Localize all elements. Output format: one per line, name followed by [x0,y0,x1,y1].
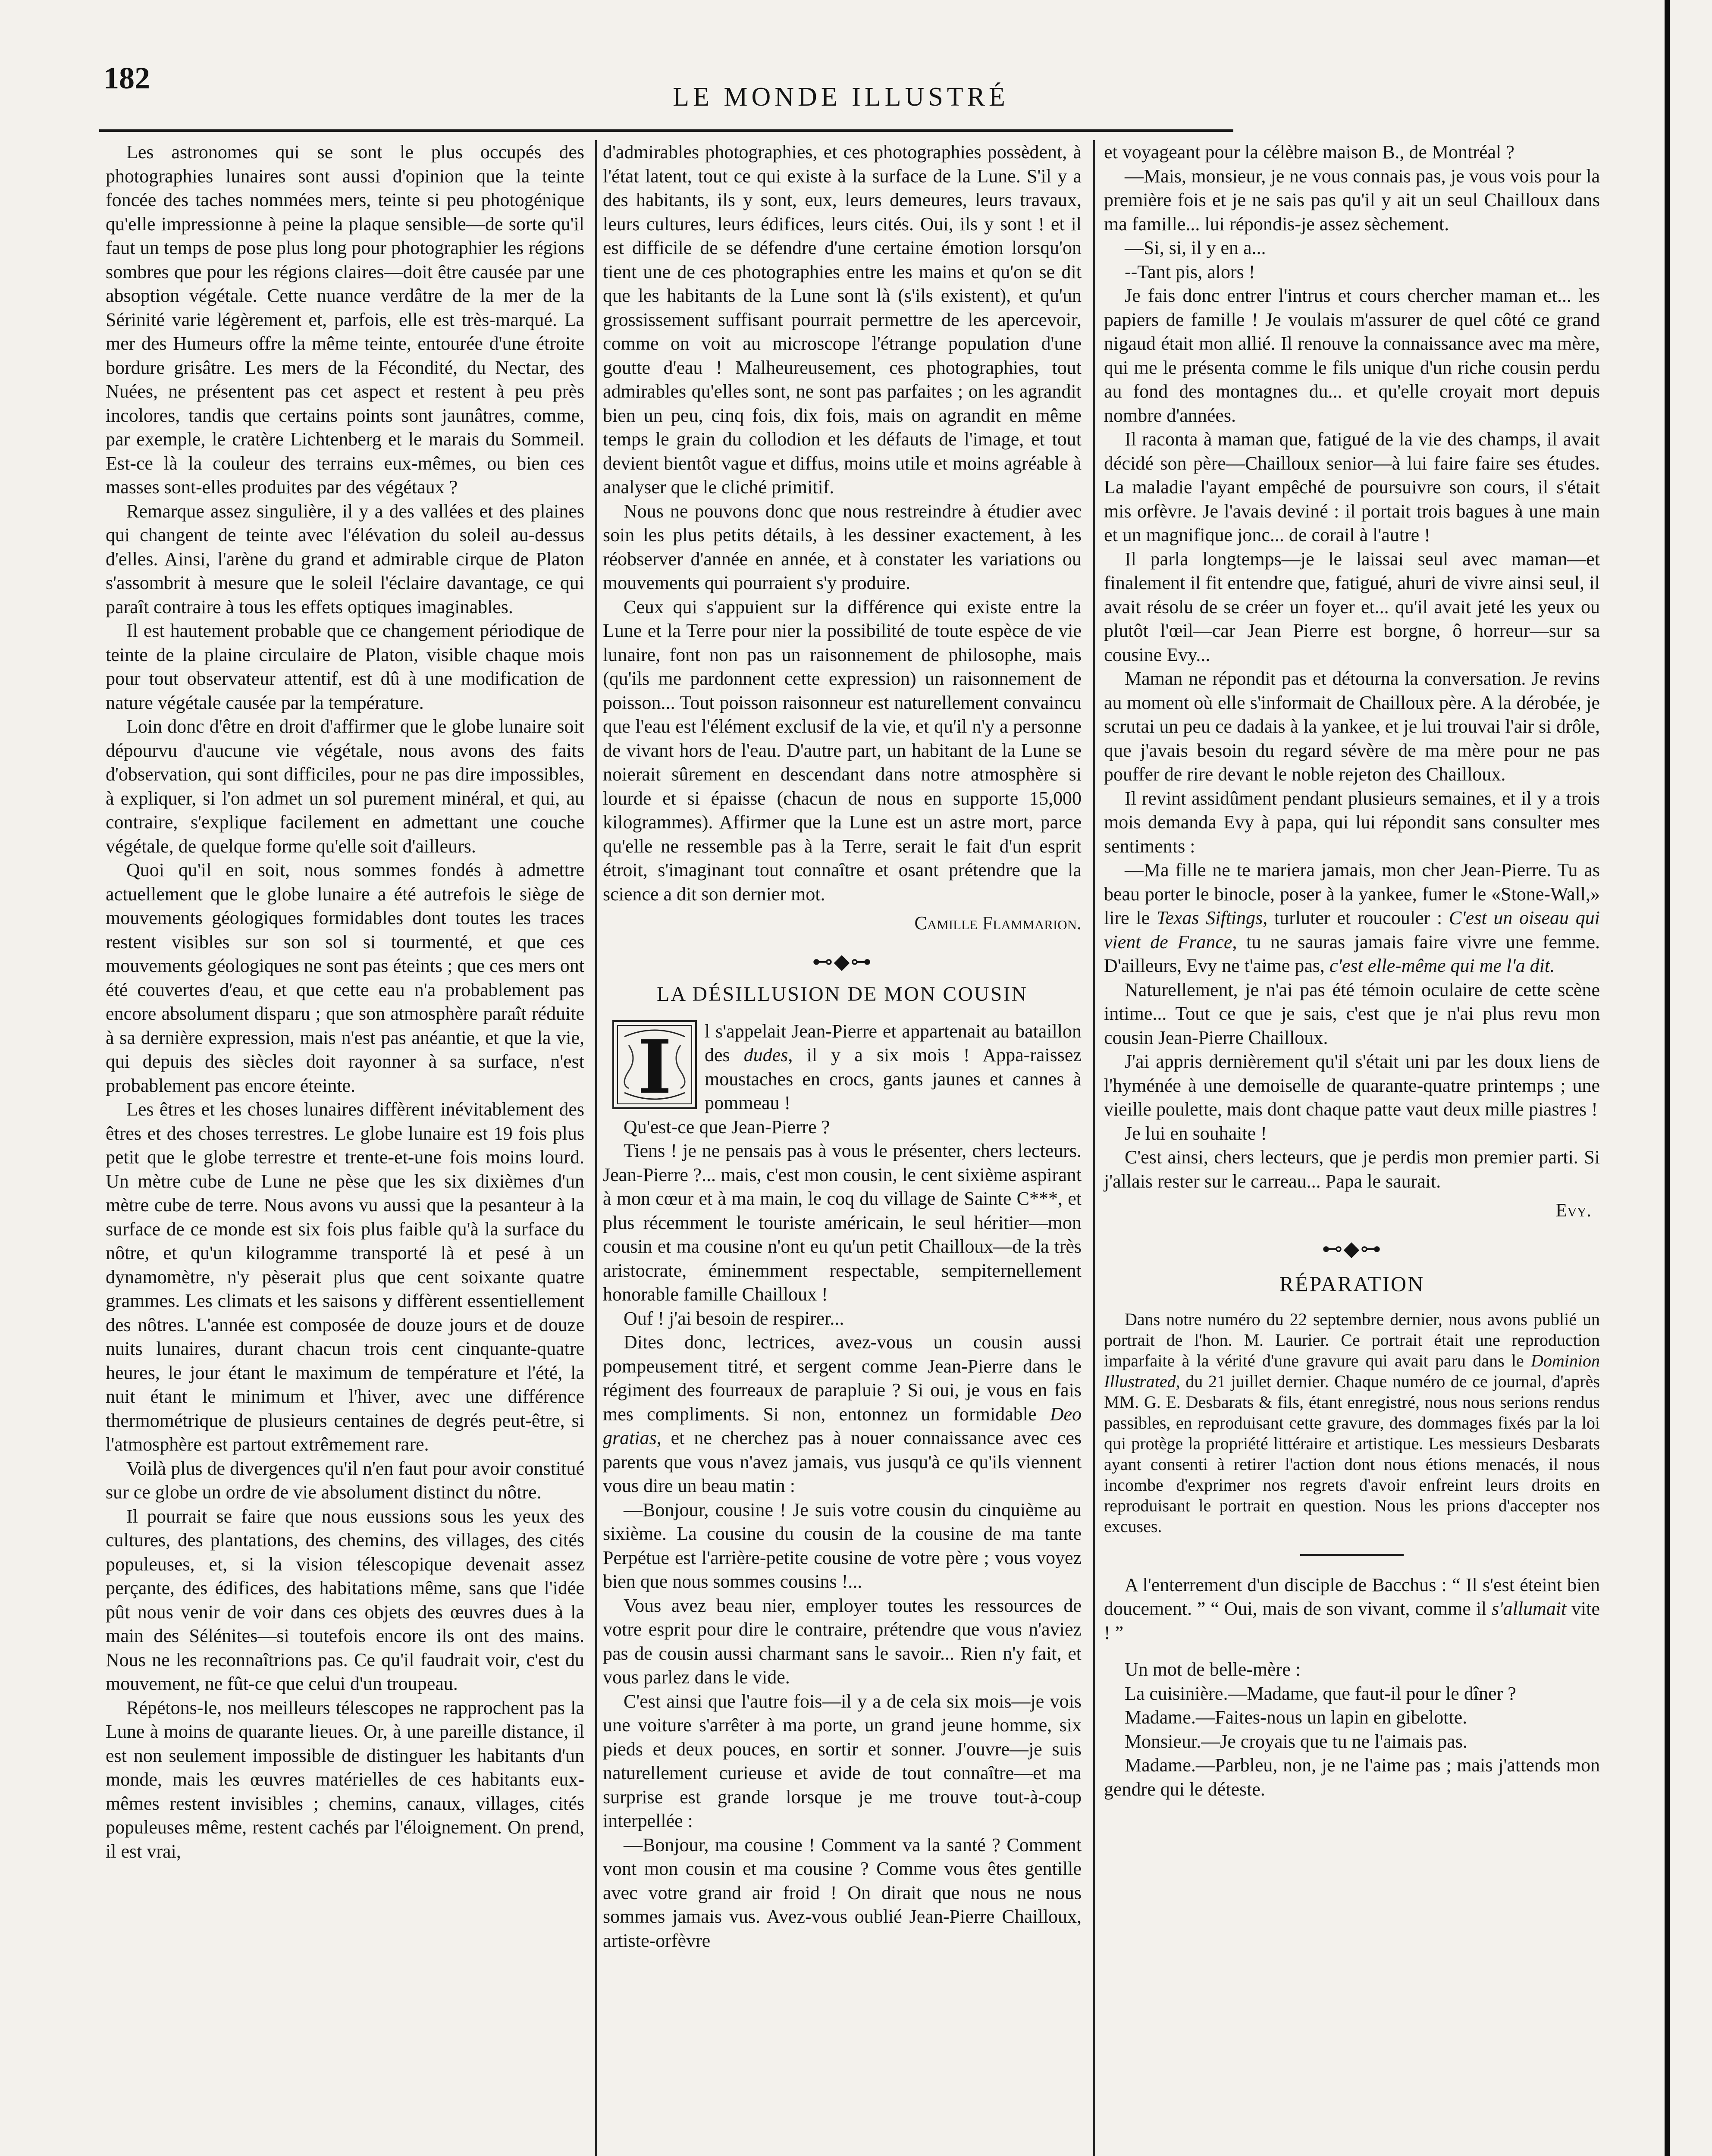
paragraph: et voyageant pour la célèbre maison B., de Montréal ? [1104,141,1514,163]
paragraph: Il revint assidûment pendant plusieurs semaines, et il y a trois mois demanda Evy à papa, qui lui répondit sans consulter mes sentiments : [1104,787,1600,857]
paragraph: Naturellement, je n'ai pas été témoin oculaire de cette scène intime... Tout ce que je sais, c'est que je n'ai plus revu mon cousin Jean-Pierre Chailloux. [1104,979,1600,1048]
paragraph: C'est ainsi, chers lecteurs, que je perdis mon premier parti. Si j'allais rester sur le carreau... Papa le saurait. [1104,1147,1600,1192]
divider-rule [1300,1554,1404,1556]
paragraph: Il est hautement probable que ce changement périodique de teinte de la plaine circulaire de Platon, visible chaque mois pour tout observateur attentif, est dû à une modification de nature végétale causée par la température. [106,620,584,713]
paragraph: Vous avez beau nier, employer toutes les ressources de votre esprit pour dire le contraire, prétendre que vous n'aviez pas de cousin aussi charmant sans le savoir... Rien n'y fait, et vous parlez dans le vide. [603,1595,1082,1688]
anecdote: A l'enterrement d'un disciple de Bacchus : “ Il s'est éteint bien doucement. ” “ Oui, mais de son vivant, comme il s'allumait vite ! ” [1104,1574,1600,1643]
paragraph: Je lui en souhaite ! [1125,1122,1267,1144]
paragraph: Maman ne répondit pas et détourna la conversation. Je revins au moment où elle s'informait de Chailloux père. A la dérobée, je scrutai un peu ce dadais à la yankee, et je lui trouvai l'air si drôle, que j'avais besoin du regard sévère de ma mère pour ne pas pouffer de rire devant le noble rejeton des Chailloux. [1104,668,1600,785]
paragraph: Quoi qu'il en soit, nous sommes fondés à admettre actuellement que le globe lunaire a été autrefois le siège de mouvements géologiques formidables dont toutes les traces restent visibles sur son sol si tourmenté, et que ces mouvements géologiques ne sont pas éteints ; que ces mers ont été couvertes d'eau, et que cette eau n'a probablement pas encore absolument disparu ; que son atmosphère paraît réduite à sa dernière expression, mais n'est pas anéantie, et que la vie, qui depuis des siècles doit rayonner à sa surface, n'est probablement pas encore éteinte. [106,859,584,1096]
paragraph: Qu'est-ce que Jean-Pierre ? [624,1116,830,1138]
story-opening [603,1019,1082,1139]
paragraph: —Bonjour, cousine ! Je suis votre cousin du cinquième au sixième. La cousine du cousin de la cousine de ma tante Perpétue est l'arrière-petite cousine de votre père ; vous voyez bien que nous sommes cousins !... [603,1499,1082,1592]
paragraph: --Tant pis, alors ! [1125,261,1255,282]
paragraph: Répétons-le, nos meilleurs télescopes ne rapprochent pas la Lune à moins de quarante lieues. Or, à une pareille distance, il est non seulement impossible de distinguer les habitants d'un monde, mais les œuvres matérielles de ces habitants eux-mêmes restent invisibles ; chemins, canaux, villages, cités populeuses même, restent cachés par l'éloignement. On prend, il est vrai, [106,1697,584,1862]
column-1 [106,140,584,1863]
paragraph: —Mais, monsieur, je ne vous connais pas, je vous vois pour la première fois et je ne sais pas qu'il y ait un seul Chailloux dans ma famille... lui répondis-je assez sèchement. [1104,165,1600,235]
paragraph: Voilà plus de divergences qu'il n'en faut pour avoir constitué sur ce globe un ordre de vie absolument distinct du nôtre. [106,1457,584,1503]
paragraph: Remarque assez singulière, il y a des vallées et des plaines qui changent de teinte avec l'élévation du soleil au-dessus d'elles. Ainsi, l'arène du grand et admirable cirque de Platon s'assombrit à mesure que le soleil l'éclaire davantage, ce qui paraît contraire à tous les effets optiques imaginables. [106,500,584,617]
paragraph: Il parla longtemps—je le laissai seul avec maman—et finalement il fit entendre que, fatigué, ahuri de vivre ainsi seul, il avait résolu de se créer un foyer et... qu'il avait jeté les yeux ou plutôt l'œil—car Jean Pierre est borgne, ô horreur—sur sa cousine Evy... [1104,548,1600,665]
anecdote: Monsieur.—Je croyais que tu ne l'aimais pas. [1125,1730,1467,1752]
page-edge-rule [1665,0,1670,2156]
dropcap-letter: I [637,1024,672,1110]
page-number: 182 [103,61,150,95]
dropcap-ornament-icon [611,1019,698,1110]
paragraph: Je fais donc entrer l'intrus et cours chercher maman et... les papiers de famille ! Je voulais m'assurer de quel côté ce grand nigaud était mon allié. Il renouve la connaissance avec ma mère, qui me le présenta comme le fils unique d'un riche cousin perdu au fond des montagnes du... et qu'elle croyait mort depuis nombre d'années. [1104,285,1600,426]
signature: Camille Flammarion. [914,912,1082,934]
notice-paragraph: Dans notre numéro du 22 septembre dernier, nous avons publié un portrait de l'hon. M. Laurier. Ce portrait était une reproduction imparfaite à la vérité d'une gravure qui avait paru dans le Dominion Illustrated, du 21 juillet dernier. Chaque numéro de ce journal, d'après MM. G. E. Desbarats & fils, étant enregistré, nous nous serions rendus passibles, en reproduisant cette gravure, des dommages fixés par la loi qui protège la propriété littéraire et artistique. Les messieurs Desbarats ayant consenti à retirer l'action dont nous étions menacés, il nous incombe d'exprimer nos regrets d'avoir enfreint leurs droits en reproduisant le portrait en question. Nous les prions d'accepter nos excuses. [1104,1309,1600,1536]
ornament-divider: ⊷◆⊶ [812,950,872,973]
paragraph: Il pourrait se faire que nous eussions sous les yeux des cultures, des plantations, des chemins, des villages, des cités populeuses, et, si la vision télescopique devenait assez perçante, des édifices, des habitations même, sans que l'idée pût nous venir de voir dans ces objets des œuvres dues à la main des Sélénites—si toutefois encore ils ont des mains. Nous ne les reconnaîtrions pas. Ce qu'il faudrait voir, c'est du mouvement, ne fût-ce que celui d'un troupeau. [106,1505,584,1694]
paragraph: Nous ne pouvons donc que nous restreindre à étudier avec soin les plus petits détails, à les dessiner exactement, à les réobserver d'année en année, et à constater les variations ou mouvements qui pourraient s'y produire. [603,500,1082,593]
column-rule [595,140,597,2156]
paragraph: Les êtres et les choses lunaires diffèrent inévitablement des êtres et des choses terrestres. Le globe lunaire est 19 fois plus petit que le globe terrestre et trente-et-une fois moins lourd. Un mètre cube de Lune ne pèse que les six dixièmes d'un mètre cube de terre. Nous avons vu aussi que la pesanteur à la surface de ce monde est six fois plus faible qu'à la surface du nôtre, et qu'un kilogramme transporté là et pesé à un dynamomètre, n'y pèserait plus que cent soixante quatre grammes. Les climats et les saisons y diffèrent essentiellement des nôtres. L'année est composée de douze jours et de douze nuits lunaires, durant chacun trois cent cinquante-quatre heures, le jour étant le maximum de température et l'été, la nuit étant le minimum et l'hiver, avec une différence thermométrique de plusieurs centaines de degrés peut-être, si l'atmosphère est partout extrêmement rare. [106,1099,584,1455]
paragraph: J'ai appris dernièrement qu'il s'était uni par les doux liens de l'hyménée à une demoiselle de quarante-quatre printemps ; une vieille poulette, mais dont chaque patte vaut deux mille piastres ! [1104,1051,1600,1120]
paragraph: Les astronomes qui se sont le plus occupés des photographies lunaires sont aussi d'opinion que la teinte foncée des taches nommées mers, teinte si peu photogénique qu'elle impressionne à peine la plaque sensible—de sorte qu'il faut un temps de pose plus long pour photographier les régions sombres que pour les régions claires—doit être causée par une absoption végétale. Cette nuance verdâtre de la mer de la Sérinité varie légèrement et, parfois, elle est très-marqué. La mer des Humeurs offre la même teinte, entourée d'une étroite bordure grisâtre. Les mers de la Fécondité, du Nectar, des Nuées, ne présentent pas cet aspect et restent à peu près incolores, tandis que certains points sont jaunâtres, comme, par exemple, le cratère Lichtenberg et le marais du Sommeil. Est-ce là la couleur des terrains eux-mêmes, ou bien ces masses sont-elles produites par des végétaux ? [106,141,584,498]
masthead: LE MONDE ILLUSTRÉ [673,82,1009,112]
story-title: LA DÉSILLUSION DE MON COUSIN [657,983,1028,1006]
anecdote: La cuisinière.—Madame, que faut-il pour le dîner ? [1125,1683,1516,1704]
paragraph: Dites donc, lectrices, avez-vous un cousin aussi pompeusement titré, et sergent comme Jean-Pierre dans le régiment des fourreaux de parapluie ? Si oui, je vous en fais mes compliments. Si non, entonnez un formidable Deo gratias, et ne cherchez pas à nouer connaissance avec ces parents que vous n'avez jamais, vus jusqu'à ce qu'ils viennent vous dire un beau matin : [603,1332,1082,1496]
column-3 [1104,140,1600,1801]
paragraph: Tiens ! je ne pensais pas à vous le présenter, chers lecteurs. Jean-Pierre ?... mais, c'est mon cousin, le cent sixième aspirant à mon cœur et à ma main, le coq du village de Sainte C***, et plus récemment le touriste américain, le seul héritier—mon cousin et ma cousine n'ont eu qu'un petit Chailloux—de la très aristocrate, éminemment respectable, sempiternellement honorable famille Chailloux ! [603,1140,1082,1305]
column-2 [603,140,1082,1952]
paragraph: Ouf ! j'ai besoin de respirer... [624,1307,844,1329]
paragraph: d'admirables photographies, et ces photographies possèdent, à l'état latent, tout ce qui existe à la surface de la Lune. S'il y a des habitants, ils y sont, eux, leurs demeures, leurs travaux, leurs cultures, leurs édifices, leurs cités. Oui, ils y sont ! et il est difficile de se défendre d'une certaine émotion lorsqu'on tient une de ces photographies entre les mains et qu'on se dit que les habitants de la Lune sont là (s'ils existent), et qu'un grossissement suffisant pourrait permettre de les apercevoir, comme on voit au microscope l'étrange population d'une goutte d'eau ! Malheureusement, ces photographies, tout admirables qu'elles sont, ne sont pas parfaites ; on les agrandit bien un peu, cinq fois, dix fois, mais on agrandit en même temps le grain du collodion et les défauts de l'image, et tout devient bientôt vague et diffus, moins utile et moins agréable à analyser que le cliché primitif. [603,141,1082,498]
anecdote: Un mot de belle-mère : [1125,1659,1301,1680]
ornament-divider: ⊷◆⊶ [1322,1237,1382,1260]
anecdote: Madame.—Parbleu, non, je ne l'aime pas ; mais j'attends mon gendre qui le déteste. [1104,1755,1600,1800]
paragraph: C'est ainsi que l'autre fois—il y a de cela six mois—je vois une voiture s'arrêter à ma porte, un grand jeune homme, six pieds et deux pouces, en sortir et sonner. J'ouvre—je suis naturellement curieuse et avide de tout connaître—et ma surprise est grande lorsque je me trouve tout-à-coup interpellée : [603,1690,1082,1831]
paragraph: Ceux qui s'appuient sur la différence qui existe entre la Lune et la Terre pour nier la possibilité de toute espèce de vie lunaire, font non pas un raisonnement de philosophe, mais (qu'ils me pardonnent cette expression) un raisonnement de poisson... Tout poisson raisonneur est naturellement convaincu que l'eau est l'élément exclusif de la vie, et qu'il n'y a personne de vivant hors de l'eau. D'autre part, un habitant de la Lune se noierait sûrement en descendant dans notre atmosphère si lourde et si épaisse (chacun de nous en supporte 15,000 kilogrammes). Affirmer que la Lune est un astre mort, parce qu'elle ne ressemble pas à la Terre, serait le fait d'un esprit étroit, s'imaginant tout connaître et osant prétendre que la science a dit son dernier mot. [603,596,1082,905]
paragraph: Loin donc d'être en droit d'affirmer que le globe lunaire soit dépourvu d'aucune vie végétale, nous avons des faits d'observation, qui sont difficiles, pour ne pas dire impossibles, à expliquer, si l'on admet un sol purement minéral, et qui, au contraire, s'explique facilement en admettant une couche végétale, de quelque forme qu'elle soit d'ailleurs. [106,716,584,857]
anecdote: Madame.—Faites-nous un lapin en gibelotte. [1125,1707,1467,1728]
paragraph: —Ma fille ne te mariera jamais, mon cher Jean-Pierre. Tu as beau porter le binocle, poser à la yankee, fumer le «Stone-Wall,» lire le Texas Siftings, turluter et roucouler : C'est un oiseau qui vient de France, tu ne sauras jamais faire vivre une femme. D'ailleurs, Evy ne t'aime pas, c'est elle-même qui me l'a dit. [1104,859,1600,976]
header-rule [99,129,1233,132]
paragraph: —Si, si, il y en a... [1125,237,1266,258]
paragraph: l s'appelait Jean-Pierre et appartenait au bataillon des dudes, il y a six mois ! Appa-raissez moustaches en crocs, gants jaunes et cannes à pommeau ! [705,1020,1082,1113]
paragraph: Il raconta à maman que, fatigué de la vie des champs, il avait décidé son père—Chailloux senior—à lui faire faire ses études. La maladie l'ayant empêché de poursuivre son cours, il s'était mis orfèvre. Je l'avais deviné : il portait trois bagues à une main et un magnifique jonc... de corail à l'autre ! [1104,429,1600,545]
column-rule [1093,140,1095,2156]
section-title: RÉPARATION [1279,1272,1425,1296]
signature: Evy. [1555,1200,1591,1221]
paragraph: —Bonjour, ma cousine ! Comment va la santé ? Comment vont mon cousin et ma cousine ? Comme vous êtes gentille avec votre grand air froid ! On dirait que nous ne nous sommes jamais vus. Avez-vous oublié Jean-Pierre Chailloux, artiste-orfèvre [603,1834,1082,1951]
